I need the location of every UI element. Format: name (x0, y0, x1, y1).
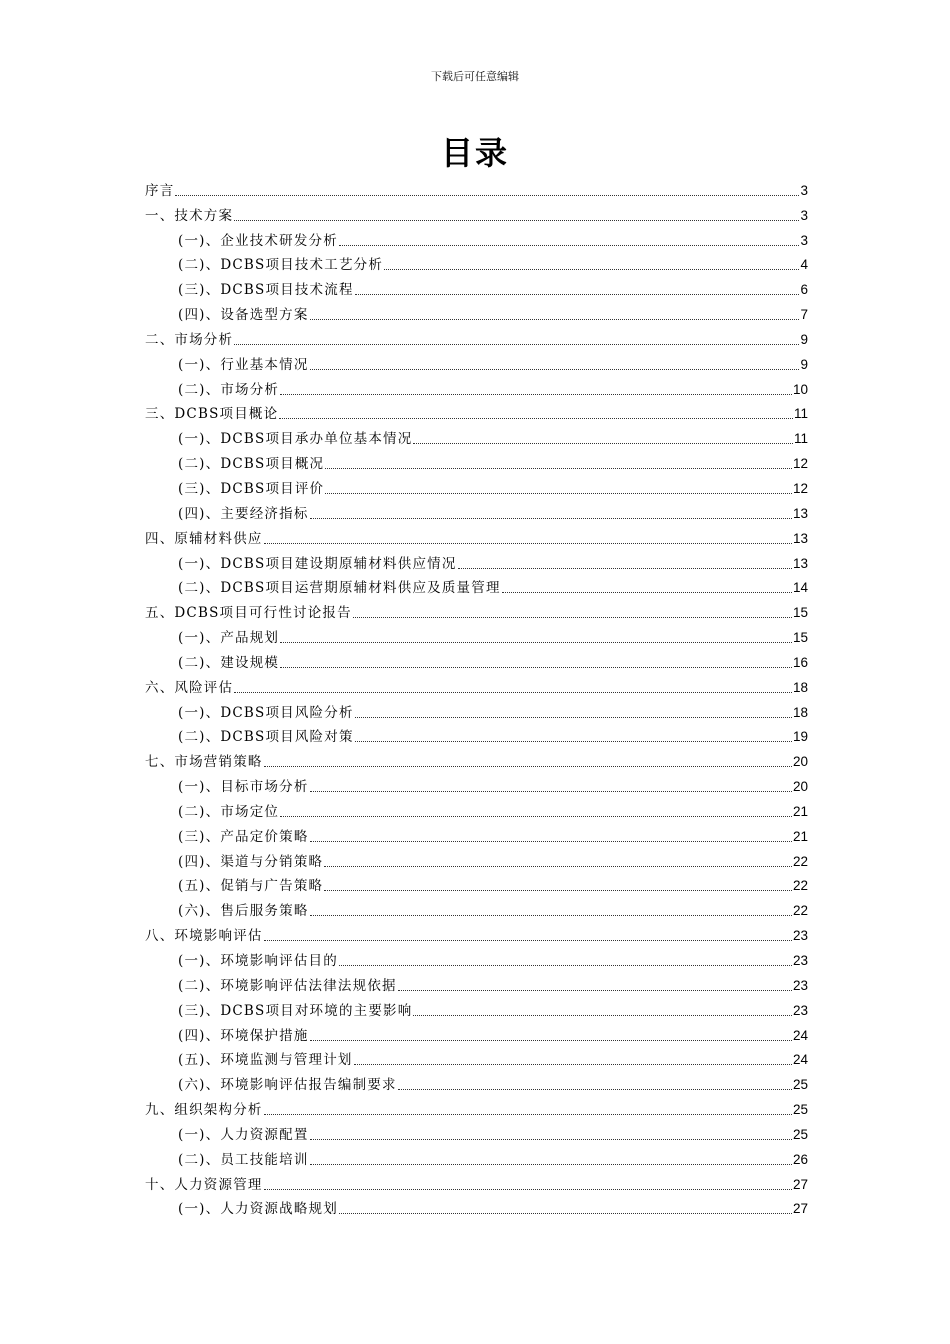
toc-entry-page: 19 (792, 729, 808, 745)
toc-entry-page: 26 (792, 1151, 808, 1167)
toc-entry-label: (三)、产品定价策略 (178, 828, 309, 845)
toc-entry[interactable] (145, 1194, 808, 1219)
toc-entry[interactable] (145, 448, 808, 473)
toc-entry-label: (一)、人力资源配置 (178, 1126, 309, 1143)
toc-entry-label: (二)、DCBS项目风险对策 (178, 729, 354, 746)
toc-entry[interactable] (145, 722, 808, 747)
toc-entry-label: (二)、DCBS项目运营期原辅材料供应及质量管理 (178, 580, 501, 597)
toc-entry[interactable] (145, 895, 808, 920)
toc-dot-leader (280, 394, 792, 395)
toc-entry[interactable] (145, 399, 808, 424)
toc-dot-leader (355, 741, 792, 742)
toc-dot-leader (325, 468, 792, 469)
toc-entry-label: 十、人力资源管理 (145, 1176, 263, 1193)
toc-entry-label: (三)、DCBS项目技术流程 (178, 282, 354, 299)
toc-entry-label: 三、DCBS项目概论 (145, 406, 279, 423)
toc-dot-leader (175, 195, 799, 196)
toc-entry-page: 3 (800, 207, 808, 223)
toc-dot-leader (310, 915, 792, 916)
toc-entry-label: 六、风险评估 (145, 679, 234, 696)
toc-dot-leader (234, 344, 799, 345)
toc-entry[interactable] (145, 647, 808, 672)
toc-entry[interactable] (145, 473, 808, 498)
toc-entry[interactable] (145, 871, 808, 896)
toc-entry-page: 3 (800, 182, 808, 198)
toc-dot-leader (413, 443, 793, 444)
toc-entry-page: 12 (792, 480, 808, 496)
header-note: 下载后可任意编辑 (431, 70, 519, 83)
toc-entry-label: (四)、设备选型方案 (178, 307, 309, 324)
toc-entry-label: 七、市场营销策略 (145, 754, 263, 771)
toc-entry-label: (五)、环境监测与管理计划 (178, 1052, 353, 1069)
toc-dot-leader (355, 294, 800, 295)
toc-entry-page: 25 (792, 1102, 808, 1118)
toc-entry[interactable] (145, 846, 808, 871)
toc-entry-page: 15 (792, 605, 808, 621)
toc-entry[interactable] (145, 423, 808, 448)
toc-dot-leader (458, 568, 792, 569)
toc-dot-leader (280, 642, 792, 643)
toc-dot-leader (324, 890, 792, 891)
toc-entry-page: 4 (800, 257, 808, 273)
toc-entry-label: (一)、企业技术研发分析 (178, 232, 338, 249)
toc-entry-label: (三)、DCBS项目对环境的主要影响 (178, 1002, 413, 1019)
toc-entry[interactable] (145, 374, 808, 399)
toc-dot-leader (355, 717, 792, 718)
toc-entry-label: (一)、DCBS项目风险分析 (178, 704, 354, 721)
toc-entry-page: 18 (792, 704, 808, 720)
toc-dot-leader (310, 841, 792, 842)
toc-entry-page: 18 (792, 679, 808, 695)
toc-entry-label: (一)、人力资源战略规划 (178, 1201, 338, 1218)
toc-entry-page: 7 (800, 307, 808, 323)
toc-dot-leader (310, 1164, 792, 1165)
page-title: 目录 (440, 134, 509, 172)
toc-entry-page: 11 (793, 431, 808, 447)
toc-entry[interactable] (145, 573, 808, 598)
toc-dot-leader (280, 816, 792, 817)
toc-dot-leader (502, 592, 792, 593)
toc-entry[interactable] (145, 771, 808, 796)
toc-entry-page: 14 (792, 580, 808, 596)
toc-entry-label: 一、技术方案 (145, 207, 234, 224)
toc-entry-label: (六)、环境影响评估报告编制要求 (178, 1077, 397, 1094)
toc-entry-label: (五)、促销与广告策略 (178, 878, 324, 895)
toc-entry-page: 22 (792, 853, 808, 869)
toc-entry[interactable] (145, 597, 808, 622)
toc-entry[interactable] (145, 1045, 808, 1070)
toc-entry-page: 23 (792, 928, 808, 944)
toc-entry-page: 13 (792, 555, 808, 571)
toc-dot-leader (234, 220, 799, 221)
toc-entry[interactable] (145, 970, 808, 995)
toc-entry[interactable] (145, 1144, 808, 1169)
toc-dot-leader (310, 791, 792, 792)
toc-entry[interactable] (145, 1094, 808, 1119)
toc-dot-leader (398, 1089, 792, 1090)
toc-entry[interactable] (145, 672, 808, 697)
toc-entry-page: 27 (792, 1201, 808, 1217)
toc-entry-page: 11 (793, 406, 808, 422)
toc-dot-leader (264, 1114, 792, 1115)
toc-entry[interactable] (145, 622, 808, 647)
toc-dot-leader (325, 493, 792, 494)
toc-entry[interactable] (145, 548, 808, 573)
toc-entry[interactable] (145, 796, 808, 821)
toc-entry-label: (四)、主要经济指标 (178, 505, 309, 522)
toc-entry-label: (一)、DCBS项目承办单位基本情况 (178, 431, 413, 448)
toc-dot-leader (310, 518, 792, 519)
toc-entry[interactable] (145, 200, 808, 225)
toc-dot-leader (413, 1015, 792, 1016)
toc-dot-leader (280, 667, 792, 668)
toc-dot-leader (264, 766, 792, 767)
toc-entry[interactable] (145, 523, 808, 548)
toc-entry-label: (二)、员工技能培训 (178, 1151, 309, 1168)
toc-entry-page: 23 (792, 1002, 808, 1018)
toc-entry-label: (四)、渠道与分销策略 (178, 853, 324, 870)
toc-entry-page: 20 (792, 754, 808, 770)
toc-entry-label: 八、环境影响评估 (145, 928, 263, 945)
toc-entry-page: 25 (792, 1077, 808, 1093)
toc-entry[interactable] (145, 274, 808, 299)
toc-entry[interactable] (145, 175, 808, 200)
toc-entry[interactable] (145, 498, 808, 523)
toc-dot-leader (310, 1139, 792, 1140)
toc-entry[interactable] (145, 1020, 808, 1045)
toc-entry-label: (一)、DCBS项目建设期原辅材料供应情况 (178, 555, 457, 572)
table-of-contents (145, 175, 808, 1218)
toc-entry[interactable] (145, 821, 808, 846)
toc-entry-page: 10 (792, 381, 808, 397)
toc-entry-page: 15 (792, 630, 808, 646)
toc-dot-leader (310, 369, 800, 370)
toc-dot-leader (339, 1213, 792, 1214)
toc-entry-label: (一)、环境影响评估目的 (178, 953, 338, 969)
toc-entry-label: (六)、售后服务策略 (178, 903, 309, 920)
toc-dot-leader (264, 1189, 792, 1190)
toc-entry[interactable] (145, 225, 808, 250)
toc-entry-label: (二)、市场定位 (178, 803, 280, 820)
toc-entry-page: 13 (792, 530, 808, 546)
toc-entry[interactable] (145, 1169, 808, 1194)
toc-dot-leader (279, 418, 793, 419)
toc-entry-page: 9 (800, 331, 808, 347)
toc-entry-page: 22 (792, 878, 808, 894)
toc-entry[interactable] (145, 1069, 808, 1094)
toc-entry-label: (二)、DCBS项目概况 (178, 456, 325, 473)
toc-entry-page: 27 (792, 1176, 808, 1192)
toc-entry-page: 21 (792, 828, 808, 844)
toc-dot-leader (354, 1064, 792, 1065)
toc-entry[interactable] (145, 324, 808, 349)
toc-entry[interactable] (145, 349, 808, 374)
toc-entry-page: 3 (800, 232, 808, 248)
toc-entry[interactable] (145, 697, 808, 722)
toc-entry[interactable] (145, 299, 808, 324)
toc-dot-leader (398, 990, 792, 991)
toc-entry-label: 四、原辅材料供应 (145, 530, 263, 547)
toc-entry-label: (四)、环境保护措施 (178, 1027, 309, 1044)
toc-entry-page: 24 (792, 1052, 808, 1068)
toc-entry-label: (一)、产品规划 (178, 630, 280, 647)
toc-entry-label: 九、组织架构分析 (145, 1102, 263, 1119)
toc-entry-page: 9 (800, 356, 808, 372)
toc-entry-label: (一)、目标市场分析 (178, 779, 309, 796)
toc-entry[interactable] (145, 945, 808, 970)
toc-dot-leader (339, 245, 800, 246)
toc-entry-page: 12 (792, 456, 808, 472)
toc-entry-label: (二)、建设规模 (178, 654, 280, 671)
toc-entry[interactable] (145, 920, 808, 945)
toc-entry-page: 16 (792, 654, 808, 670)
toc-entry-page: 25 (792, 1126, 808, 1142)
toc-dot-leader (339, 965, 792, 966)
toc-entry-page: 6 (800, 282, 808, 298)
toc-entry-label: (二)、环境影响评估法律法规依据 (178, 977, 397, 994)
toc-entry-label: (二)、DCBS项目技术工艺分析 (178, 257, 384, 274)
toc-entry-label: (三)、DCBS项目评价 (178, 480, 325, 497)
toc-entry[interactable] (145, 1119, 808, 1144)
toc-dot-leader (310, 319, 800, 320)
toc-dot-leader (384, 269, 799, 270)
toc-entry-page: 20 (792, 779, 808, 795)
toc-entry-label: (二)、市场分析 (178, 381, 280, 398)
toc-dot-leader (264, 543, 792, 544)
toc-dot-leader (234, 692, 792, 693)
toc-dot-leader (353, 617, 792, 618)
toc-entry-page: 24 (792, 1027, 808, 1043)
toc-entry[interactable] (145, 746, 808, 771)
toc-dot-leader (324, 866, 792, 867)
toc-entry-label: 序言 (145, 182, 175, 199)
toc-entry-label: 二、市场分析 (145, 331, 234, 348)
toc-entry-page: 22 (792, 903, 808, 919)
toc-entry[interactable] (145, 995, 808, 1020)
toc-entry-page: 23 (792, 953, 808, 968)
toc-dot-leader (264, 940, 792, 941)
toc-entry-page: 13 (792, 505, 808, 521)
toc-entry[interactable] (145, 250, 808, 275)
toc-dot-leader (310, 1040, 792, 1041)
toc-entry-label: 五、DCBS项目可行性讨论报告 (145, 605, 352, 622)
toc-entry-page: 21 (792, 803, 808, 819)
toc-entry-page: 23 (792, 977, 808, 993)
toc-entry-label: (一)、行业基本情况 (178, 356, 309, 373)
